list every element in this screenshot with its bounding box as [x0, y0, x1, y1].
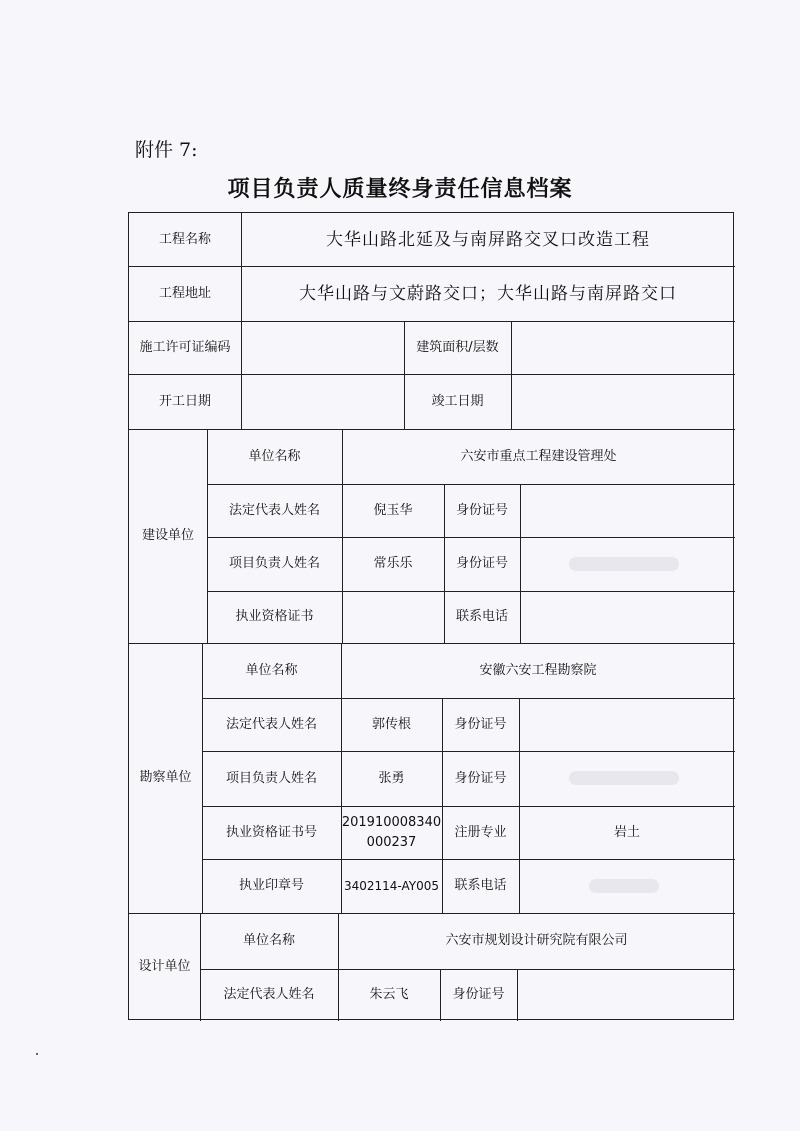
du-unit-name-label: 单位名称 — [242, 933, 295, 948]
start-date-value — [241, 374, 404, 429]
info-table — [128, 212, 734, 1020]
su-unit-name-value: 安徽六安工程勘察院 — [479, 662, 597, 678]
project-name-value: 大华山路北延及与南屏路交叉口改造工程 — [326, 229, 650, 250]
cu-phone-label: 联系电话 — [455, 609, 508, 624]
su-major-label: 注册专业 — [454, 824, 507, 840]
su-seal-value: 3402114-AY005 — [343, 879, 440, 893]
su-unit-name-label: 单位名称 — [245, 662, 298, 678]
su-phone-label: 联系电话 — [454, 878, 507, 893]
attachment-label: 附件 7: — [135, 139, 198, 161]
cu-legal-rep-value: 倪玉华 — [373, 502, 413, 518]
project-address-label: 工程地址 — [158, 285, 211, 301]
su-legal-id-label: 身份证号 — [454, 716, 507, 732]
survey-unit-section: 勘察单位 — [139, 770, 192, 785]
cu-unit-name-value: 六安市重点工程建设管理处 — [460, 448, 617, 464]
project-name-label: 工程名称 — [158, 231, 211, 247]
du-unit-name-value: 六安市规划设计研究院有限公司 — [445, 933, 628, 948]
permit-label: 施工许可证编码 — [139, 339, 231, 355]
redacted-mark — [569, 771, 679, 785]
document-title: 项目负责人质量终身责任信息档案 — [227, 176, 573, 202]
su-cert-no-value — [341, 806, 442, 859]
col-divider — [520, 484, 521, 643]
du-legal-rep-value: 朱云飞 — [369, 987, 409, 1002]
area-label: 建筑面积/层数 — [416, 339, 499, 355]
su-cert-no-line1: 201910008340 — [341, 814, 442, 830]
cu-legal-rep-label: 法定代表人姓名 — [228, 502, 320, 518]
su-pm-id-label: 身份证号 — [454, 770, 507, 786]
du-legal-id-label: 身份证号 — [452, 987, 505, 1002]
design-unit-section: 设计单位 — [138, 959, 191, 974]
area-value — [511, 321, 735, 374]
su-legal-rep-label: 法定代表人姓名 — [225, 716, 317, 732]
scan-speck — [36, 1053, 38, 1055]
su-cert-no-line2: 000237 — [366, 834, 417, 850]
project-address-value: 大华山路与文蔚路交口；大华山路与南屏路交口 — [299, 283, 677, 304]
cu-pm-label: 项目负责人姓名 — [228, 556, 320, 571]
du-legal-rep-label: 法定代表人姓名 — [223, 987, 315, 1002]
su-pm-label: 项目负责人姓名 — [225, 770, 317, 786]
start-date-label: 开工日期 — [158, 393, 211, 409]
su-seal-label: 执业印章号 — [238, 878, 304, 893]
construction-unit-section: 建设单位 — [141, 528, 194, 543]
cu-cert-value — [342, 591, 444, 643]
cu-pm-id-label: 身份证号 — [455, 556, 508, 571]
finish-date-value — [511, 374, 735, 429]
cu-cert-label: 执业资格证书 — [235, 609, 314, 624]
su-pm-value: 张勇 — [378, 770, 405, 786]
cu-pm-value: 常乐乐 — [373, 556, 413, 571]
cu-legal-id-label: 身份证号 — [455, 502, 508, 518]
su-major-value: 岩土 — [613, 824, 640, 840]
redacted-mark — [589, 879, 659, 893]
finish-date-label: 竣工日期 — [431, 393, 484, 409]
permit-value — [241, 321, 404, 374]
su-legal-rep-value: 郭传根 — [371, 716, 411, 732]
su-cert-no-label: 执业资格证书号 — [225, 824, 317, 840]
col-divider — [517, 969, 518, 1021]
redacted-mark — [569, 557, 679, 571]
cu-unit-name-label: 单位名称 — [248, 448, 301, 464]
